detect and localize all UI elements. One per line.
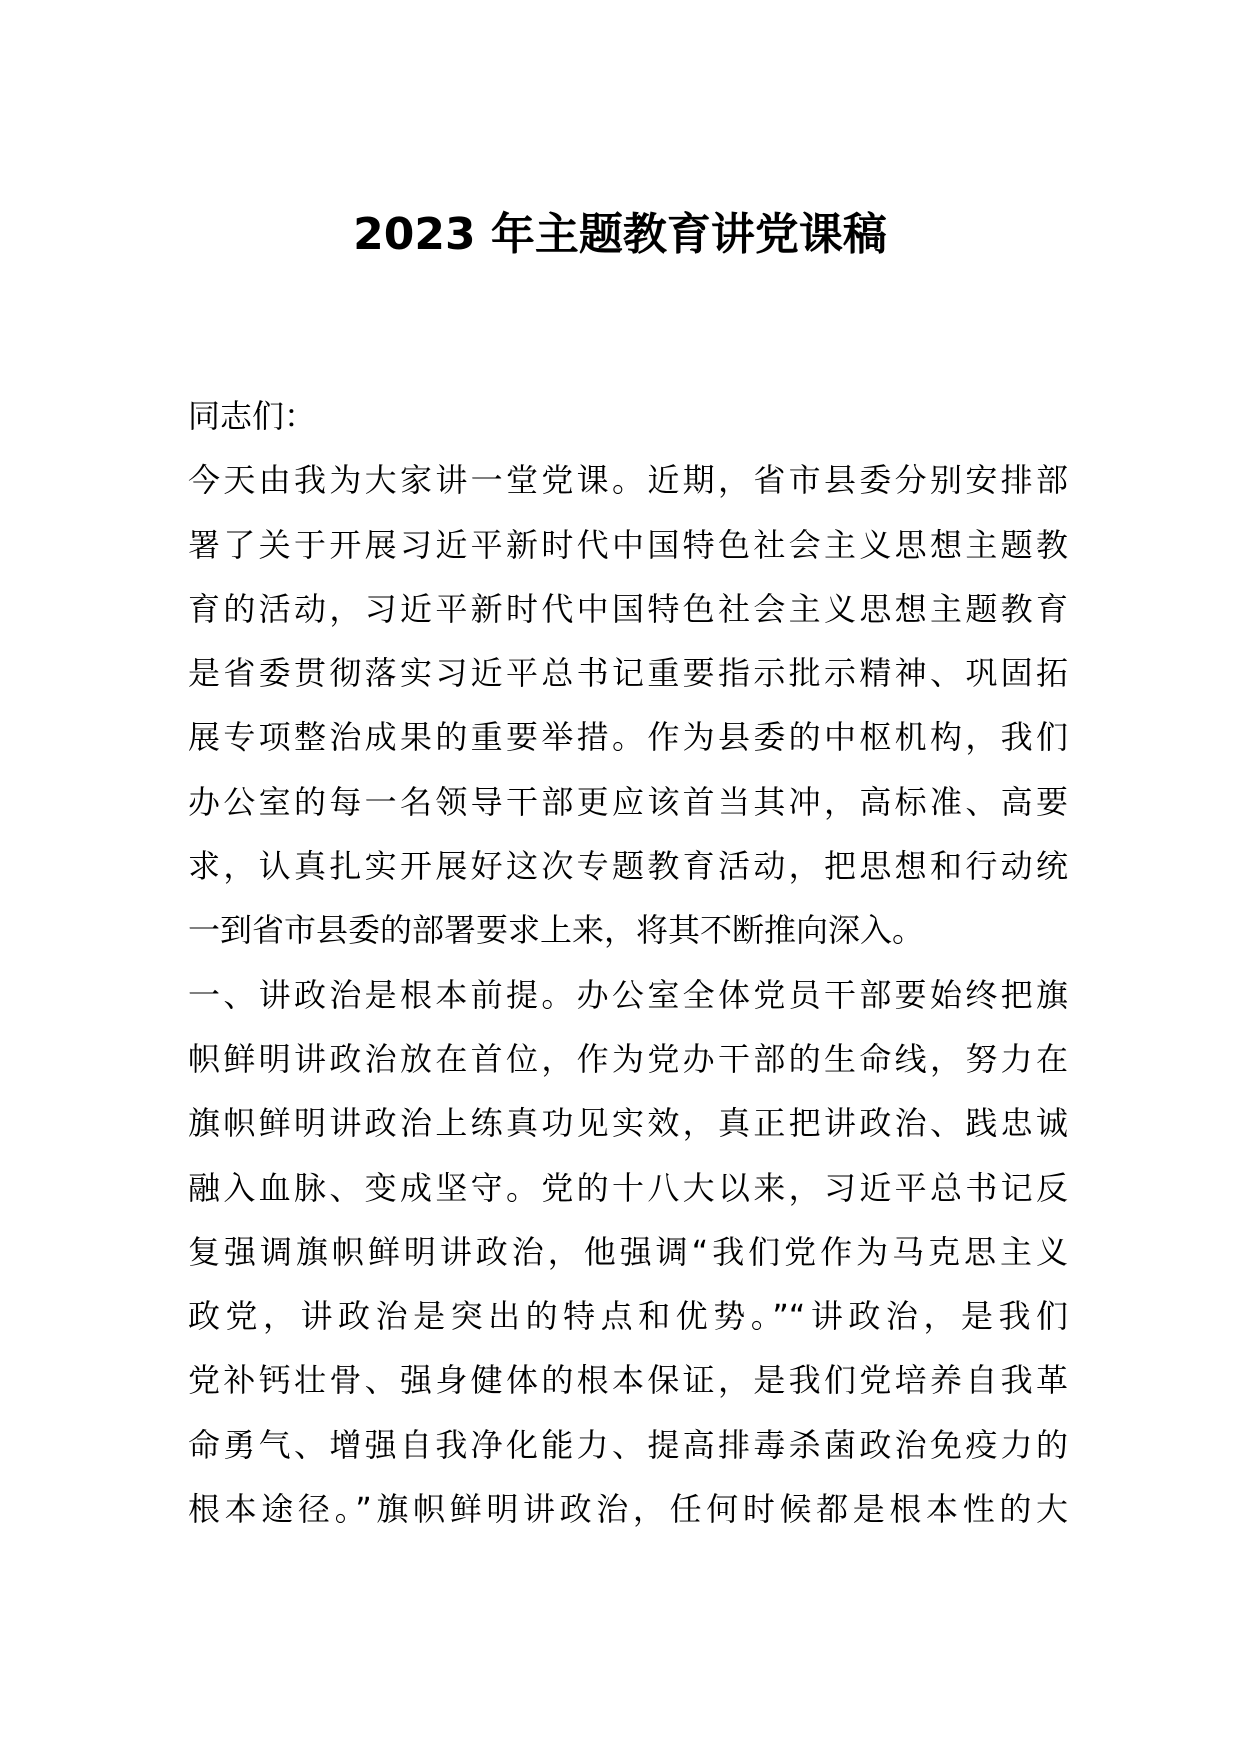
body-line: 是省委贯彻落实习近平总书记重要指示批示精神、巩固拓 — [188, 654, 1068, 693]
document-title: 2023 年主题教育讲党课稿 — [353, 209, 887, 260]
body-line: 政党，讲政治是突出的特点和优势。”“讲政治，是我们 — [188, 1297, 1068, 1336]
body-line: 求，认真扎实开展好这次专题教育活动，把思想和行动统 — [188, 847, 1068, 886]
body-line: 今天由我为大家讲一堂党课。近期，省市县委分别安排部 — [188, 461, 1068, 500]
body-line: 署了关于开展习近平新时代中国特色社会主义思想主题教 — [188, 525, 1068, 564]
body-line: 复强调旗帜鲜明讲政治，他强调“我们党作为马克思主义 — [188, 1232, 1068, 1271]
body-line: 命勇气、增强自我净化能力、提高排毒杀菌政治免疫力的 — [188, 1425, 1068, 1464]
section-heading-line: 一、讲政治是根本前提。办公室全体党员干部要始终把旗 — [188, 975, 1068, 1014]
body-line: 帜鲜明讲政治放在首位，作为党办干部的生命线，努力在 — [188, 1039, 1068, 1078]
body-line: 旗帜鲜明讲政治上练真功见实效，真正把讲政治、践忠诚 — [188, 1104, 1068, 1143]
salutation-line: 同志们： — [188, 397, 317, 435]
body-line: 一到省市县委的部署要求上来，将其不断推向深入。 — [188, 911, 925, 950]
body-line: 党补钙壮骨、强身健体的根本保证，是我们党培养自我革 — [188, 1361, 1068, 1400]
document-body — [188, 384, 1068, 1541]
body-line: 办公室的每一名领导干部更应该首当其冲，高标准、高要 — [188, 782, 1068, 821]
body-line: 展专项整治成果的重要举措。作为县委的中枢机构，我们 — [188, 718, 1068, 757]
body-line: 融入血脉、变成坚守。党的十八大以来，习近平总书记反 — [188, 1168, 1068, 1207]
body-line: 根本途径。”旗帜鲜明讲政治，任何时候都是根本性的大 — [188, 1490, 1068, 1529]
body-line: 育的活动，习近平新时代中国特色社会主义思想主题教育 — [188, 589, 1068, 628]
